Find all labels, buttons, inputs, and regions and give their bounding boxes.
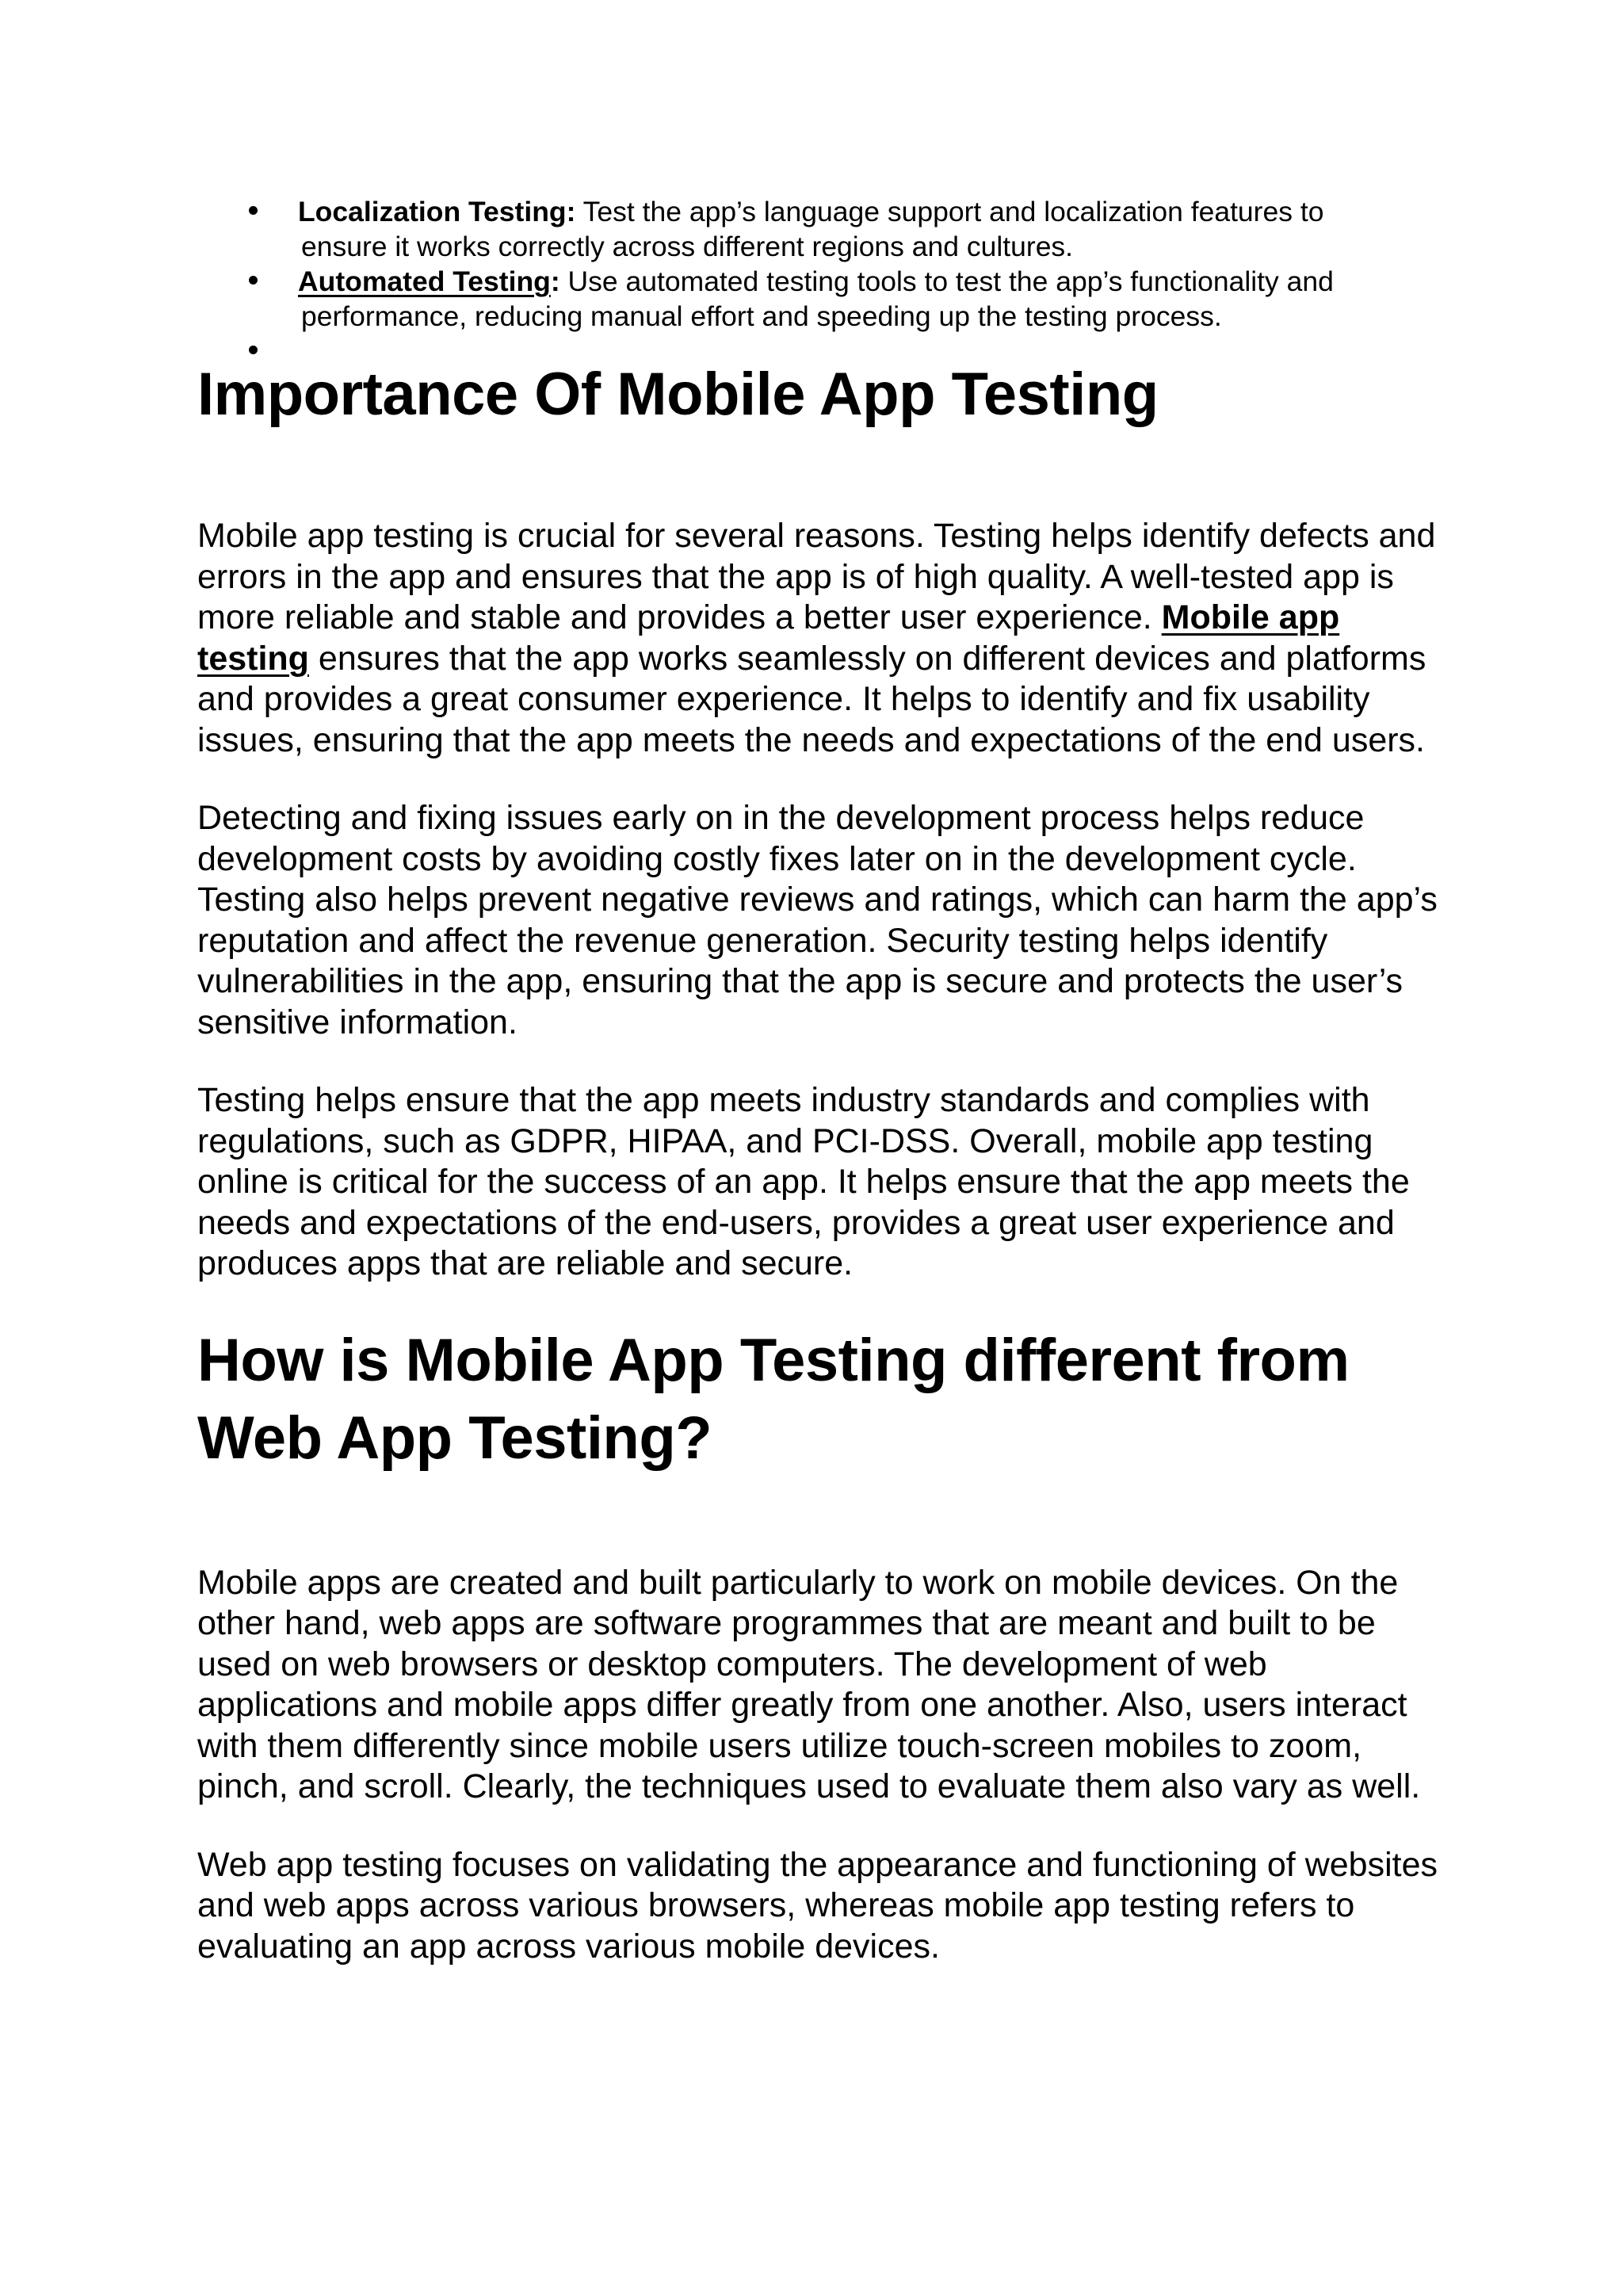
bullet-dot-icon <box>249 346 258 354</box>
list-item-text-continued: ensure it works correctly across different regions and cultures. <box>301 231 1074 262</box>
list-item-term: Localization Testing: <box>298 196 576 227</box>
heading-line: Web App Testing? <box>197 1404 712 1472</box>
heading-line: How is Mobile App Testing different from <box>197 1326 1350 1394</box>
document-page <box>197 194 1442 2004</box>
paragraph-importance-2: Detecting and fixing issues early on in the development process helps reduce development costs by avoiding costly fixes later on in the development cycle. Testing also helps prevent negative reviews and ratings, which can harm the app’s reputation and affect the revenue generation. Security testing helps identify vulnerabilities in the app, ensuring that the app is secure and protects the user’s sensitive information. <box>197 799 1438 1041</box>
list-item-text-continued: performance, reducing manual effort and speeding up the testing process. <box>301 300 1222 332</box>
section-heading-importance: Importance Of Mobile App Testing <box>197 361 1159 428</box>
paragraph-importance-3: Testing helps ensure that the app meets industry standards and complies with regulations, such as GDPR, HIPAA, and PCI-DSS. Overall, mobile app testing online is critical for the success of an app. It helps ensure that the app meets the needs and expectations of the end-users, provides a great user experience and produces apps that are reliable and secure. <box>197 1081 1410 1282</box>
paragraph-text: Mobile app testing is crucial for several reasons. Testing helps identify defects and errors in the app and ensures that the app is of high quality. A well-tested app is more reliable and stable and provides a better user experience. <box>197 517 1436 636</box>
list-item-text: Use automated testing tools to test the app’s functionality and <box>559 266 1334 297</box>
list-item-automated-testing <box>197 264 1442 334</box>
mobile-app-testing-link[interactable]: Mobile app testing <box>197 598 1340 678</box>
paragraph-mobile-vs-web-2: Web app testing focuses on validating the appearance and functioning of websites and web apps across various browsers, whereas mobile app testing refers to evaluating an app across various mobile devices. <box>197 1845 1438 1966</box>
section-heading-mobile-vs-web <box>197 1322 1442 1477</box>
paragraph-importance-1 <box>197 516 1442 761</box>
automated-testing-link[interactable]: Automated Testing <box>298 266 551 297</box>
list-item-localization-testing <box>197 194 1442 264</box>
testing-types-list <box>197 194 1442 367</box>
bullet-dot-icon <box>249 276 258 285</box>
paragraph-text: ensures that the app works seamlessly on different devices and platforms and provides a great consumer experience. It helps to identify and fix usability issues, ensuring that the app meets the needs and expectations of the end users. <box>197 639 1426 759</box>
list-item-empty <box>197 334 1442 367</box>
bullet-dot-icon <box>249 206 258 215</box>
list-item-text: Test the app’s language support and localization features to <box>575 196 1324 227</box>
list-item-term-colon: : <box>550 266 560 297</box>
paragraph-mobile-vs-web-1: Mobile apps are created and built particularly to work on mobile devices. On the other hand, web apps are software programmes that are meant and built to be used on web browsers or desktop computers. The development of web applications and mobile apps differ greatly from one another. Also, users interact with them differently since mobile users utilize touch-screen mobiles to zoom, pinch, and scroll. Clearly, the techniques used to evaluate them also vary as well. <box>197 1563 1421 1805</box>
